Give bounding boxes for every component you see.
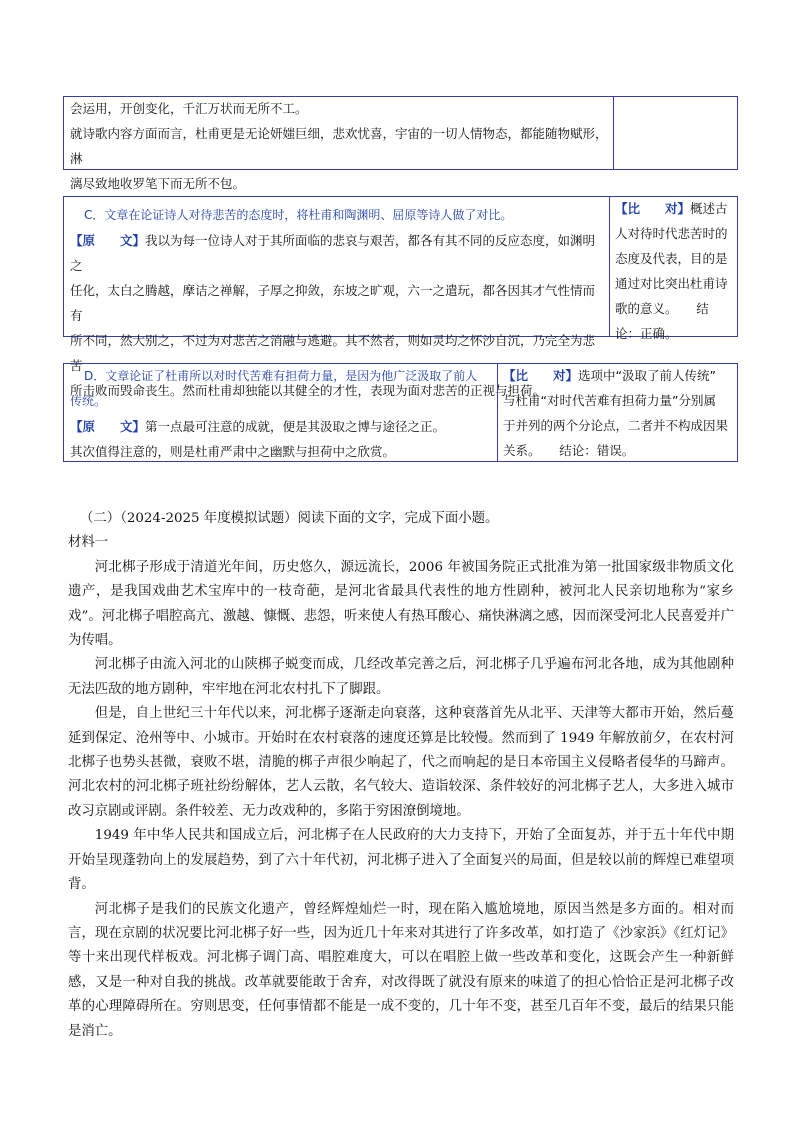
box2-original-line-2: 任化，太白之腾越，摩诘之禅解，子厚之抑敛，东坡之旷观，六一之遣玩，都各因其才气性情而有 — [70, 283, 596, 323]
box2-compare-line-1: 【比 对】概述古 — [615, 201, 728, 216]
box2-original-line-1: 【原 文】我以为每一位诗人对于其所面临的悲哀与艰苦，都各有其不同的反应态度，如渊明之 — [70, 233, 596, 273]
box2-compare-line-6: 论：正确。 — [615, 326, 678, 341]
paragraph-2: 河北梆子由流入河北的山陕梆子蜕变而成，几经改革完善之后，河北梆子几乎遍布河北各地，成为其他剧种无法匹敌的地方剧种，牢牢地在河北农村扎下了脚跟。 — [68, 657, 734, 697]
paragraph-5: 河北梆子是我们的民族文化遗产，曾经辉煌灿烂一时，现在陷入尴尬境地，原因当然是多方面的。相对而言，现在京剧的状况要比河北梆子好一些，因为近几十年来对其进行了许多改革，如打造了《沙家浜》《红灯记》等十来出现代样板戏。河北梆子调门高、唱腔难度大，可以在唱腔上做一些改革和变化，这既会产生一种新鲜感，又是一种对自我的挑战。改革就要能敢于舍弃，对改得既了就没有原来的味道了的担心恰恰正是河北梆子改革的心理障碍所在。穷则思变，任何事情都不能是一成不变的，几十年不变，甚至几百年不变，最后的结果只能是消亡。 — [68, 901, 734, 1039]
option-d-line-2: 传统。 — [70, 394, 107, 408]
material-label: 材料一 — [68, 535, 109, 551]
box3-original-line-2: 其次值得注意的，则是杜甫严肃中之幽默与担荷中之欣赏。 — [70, 444, 396, 459]
box1-line-1: 会运用，开创变化，千汇万状而无所不工。 — [70, 101, 308, 116]
paragraph-3: 但是，自上世纪三十年代以来，河北梆子逐渐走向衰落，这种衰落首先从北平、天津等大都市开始，然后蔓延到保定、沧州等中、小城市。开始时在农村衰落的速度还算是比较慢。然而到了 1949 年解放前夕，在农村河北梆子也势头甚微，衰败不堪，清脆的梆子声很少响起了，代之而响起的是日本帝国主义侵略者侵华的马蹄声。河北农村的河北梆子班社纷纷解体，艺人云散，名气较大、造诣较深、条件较好的河北梆子艺人，大多进入城市改习京剧或评剧。条件较差、无力改戏种的，多陷于穷困潦倒境地。 — [68, 706, 734, 819]
original-tag: 【原 文】 — [70, 419, 146, 434]
compare-tag: 【比 对】 — [615, 201, 691, 216]
box3-left-cell — [70, 364, 494, 461]
box2-compare-line-3: 态度及代表，目的是 — [615, 251, 728, 266]
compare-tag: 【比 对】 — [503, 368, 579, 383]
paragraph-1: 河北梆子形成于清道光年间，历史悠久，源远流长，2006 年被国务院正式批准为第一批国家级非物质文化遗产，是我国戏曲艺术宝库中的一枝奇葩，是河北省最具代表性的地方性剧种，被河北人民亲切地称为“家乡戏”。河北梆子唱腔高亢、激越、慷慨、悲怨，听来使人有热耳酸心、痛快淋漓之感，因而深受河北人民喜爱并广为传唱。 — [68, 559, 734, 649]
box3-divider — [497, 364, 498, 461]
box1-line-2: 就诗歌内容方面而言，杜甫更是无论妍媸巨细，悲欢忧喜，宇宙的一切人情物态，都能随物赋形，淋 — [70, 126, 608, 166]
box1-divider — [613, 97, 614, 169]
box1-left-cell — [70, 97, 610, 191]
box1-line-3: 漓尽致地收罗笔下而无所不包。 — [70, 176, 246, 191]
box3-original-line-1: 【原 文】第一点最可注意的成就，便是其汲取之博与途径之正。 — [70, 419, 446, 434]
analysis-box-continued — [63, 96, 738, 191]
box3-compare-line-3: 于并列的两个分论点，二者并不构成因果 — [503, 418, 729, 433]
box2-compare-line-4: 通过对比突出杜甫诗 — [615, 276, 728, 291]
box2-right-cell — [615, 196, 735, 341]
box2-divider — [609, 197, 610, 336]
section-heading: （二）（2024-2025 年度模拟试题）阅读下面的文字，完成下面小题。 — [80, 511, 499, 526]
option-d-line-1: D．文章论证了杜甫所以对时代苦难有担荷力量，是因为他广泛汲取了前人 — [84, 369, 478, 383]
box2-compare-line-2: 人对待时代悲苦时的 — [615, 226, 728, 241]
paragraph-4: 1949 年中华人民共和国成立后，河北梆子在人民政府的大力支持下，开始了全面复苏，并于五十年代中期开始呈现蓬勃向上的发展趋势，到了六十年代初，河北梆子进入了全面复兴的局面，但是较以前的辉煌已难望项背。 — [68, 828, 734, 893]
box2-compare-line-5: 歌的意义。 结 — [615, 301, 709, 316]
box3-compare-line-1: 【比 对】选项中“汲取了前人传统” — [503, 368, 716, 383]
box3-compare-line-2: 与杜甫“对时代苦难有担荷力量”分别属 — [503, 393, 716, 408]
box2-original-line-3: 所不同，然大别之，不过为对悲苦之消融与逃避。其不然者，则如灵均之怀沙自沉，乃完全为悲苦 — [70, 333, 596, 373]
reading-passage — [68, 507, 734, 1044]
box3-compare-line-4: 关系。 结论：错误。 — [503, 443, 635, 458]
original-tag: 【原 文】 — [70, 233, 146, 248]
box1-right-cell — [616, 97, 734, 169]
box2-original-line-4: 所击败而毁命丧生。然而杜甫却独能以其健全的才性，表现为面对悲苦的正视与担荷。 — [70, 383, 546, 398]
analysis-box-option-d — [63, 363, 738, 462]
box3-right-cell — [503, 363, 735, 461]
option-c-text: C．文章在论证诗人对待悲苦的态度时，将杜甫和陶渊明、屈原等诗人做了对比。 — [84, 208, 513, 222]
